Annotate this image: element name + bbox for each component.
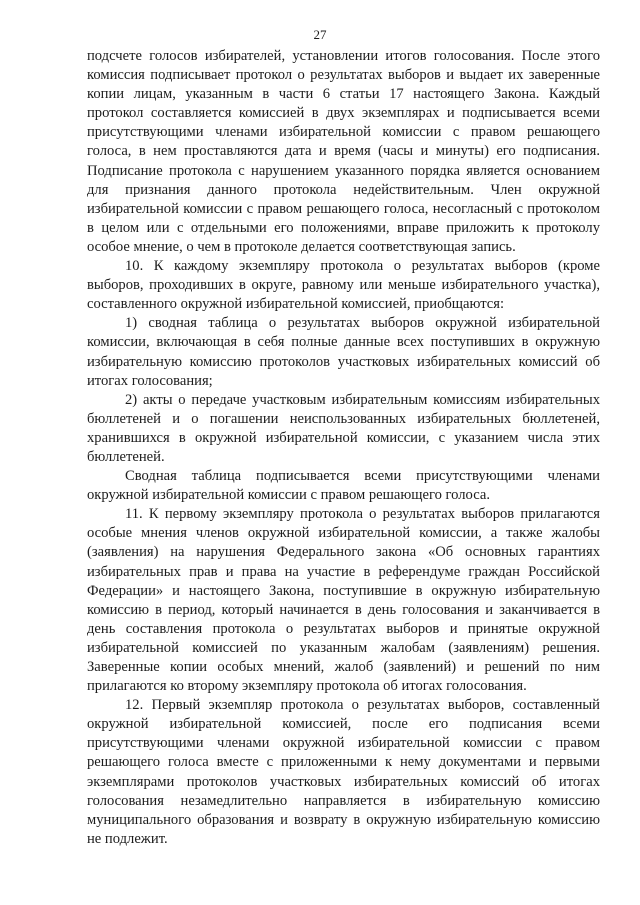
paragraph: 2) акты о передаче участковым избирательным комиссиям избирательных бюллетеней и о погашении неиспользованных избирательных бюллетеней, хранившихся в окружной избирательной комиссии, с указанием числа этих бюллетеней.: [87, 391, 600, 465]
paragraph: подсчете голосов избирателей, установлении итогов голосования. После этого комиссия подписывает протокол о результатах выборов и выдает их заверенные копии лицам, указанным в части 6 статьи 17 настоящего Закона. Каждый протокол составляется комиссией в двух экземплярах и подписывается всеми присутствующими членами избирательной комиссии с правом решающего голоса, в нем проставляются дата и время (часы и минуты) его подписания. Подписание протокола с нарушением указанного порядка является основанием для признания данного протокола недействительным. Член окружной избирательной комиссии с правом решающего голоса, несогласный с протоколом в целом или с отдельными его положениями, вправе приложить к протоколу особое мнение, о чем в протоколе делается соответствующая запись.: [87, 48, 600, 255]
paragraph: 12. Первый экземпляр протокола о результатах выборов, составленный окружной избирательной комиссией, после его подписания всеми присутствующими членами окружной избирательной комиссии с правом решающего голоса вместе с приложенными к нему документами и первыми экземплярами протоколов участковых избирательных комиссий об итогах голосования незамедлительно направляется в избирательную комиссию муниципального образования и возврату в окружную избирательную комиссию не подлежит.: [87, 697, 600, 847]
paragraph: 11. К первому экземпляру протокола о результатах выборов прилагаются особые мнения членов окружной избирательной комиссии, а также жалобы (заявления) на нарушения Федерального закона «Об основных гарантиях избирательных прав и права на участие в референдуме граждан Российской Федерации» и настоящего Закона, поступившие в окружную избирательную комиссию в период, который начинается в день голосования и заканчивается в день составления протокола о результатах выборов и принятые окружной избирательной комиссией по указанным жалобам (заявлениям) решения. Заверенные копии особых мнений, жалоб (заявлений) и решений по ним прилагаются ко второму экземпляру протокола об итогах голосования.: [87, 506, 600, 695]
paragraph: 1) сводная таблица о результатах выборов окружной избирательной комиссии, включающая в себя полные данные всех поступивших в окружную избирательную комиссию протоколов участковых избирательных комиссий об итогах голосования;: [87, 315, 600, 389]
paragraph: Сводная таблица подписывается всеми присутствующими членами окружной избирательной комиссии с правом решающего голоса.: [87, 468, 600, 504]
paragraph: 10. К каждому экземпляру протокола о результатах выборов (кроме выборов, проходивших в округе, равному или меньше избирательного участка), составленного окружной избирательной комиссией, приобщаются:: [87, 258, 600, 313]
page-number: 27: [313, 27, 327, 42]
document-body: [87, 47, 600, 849]
